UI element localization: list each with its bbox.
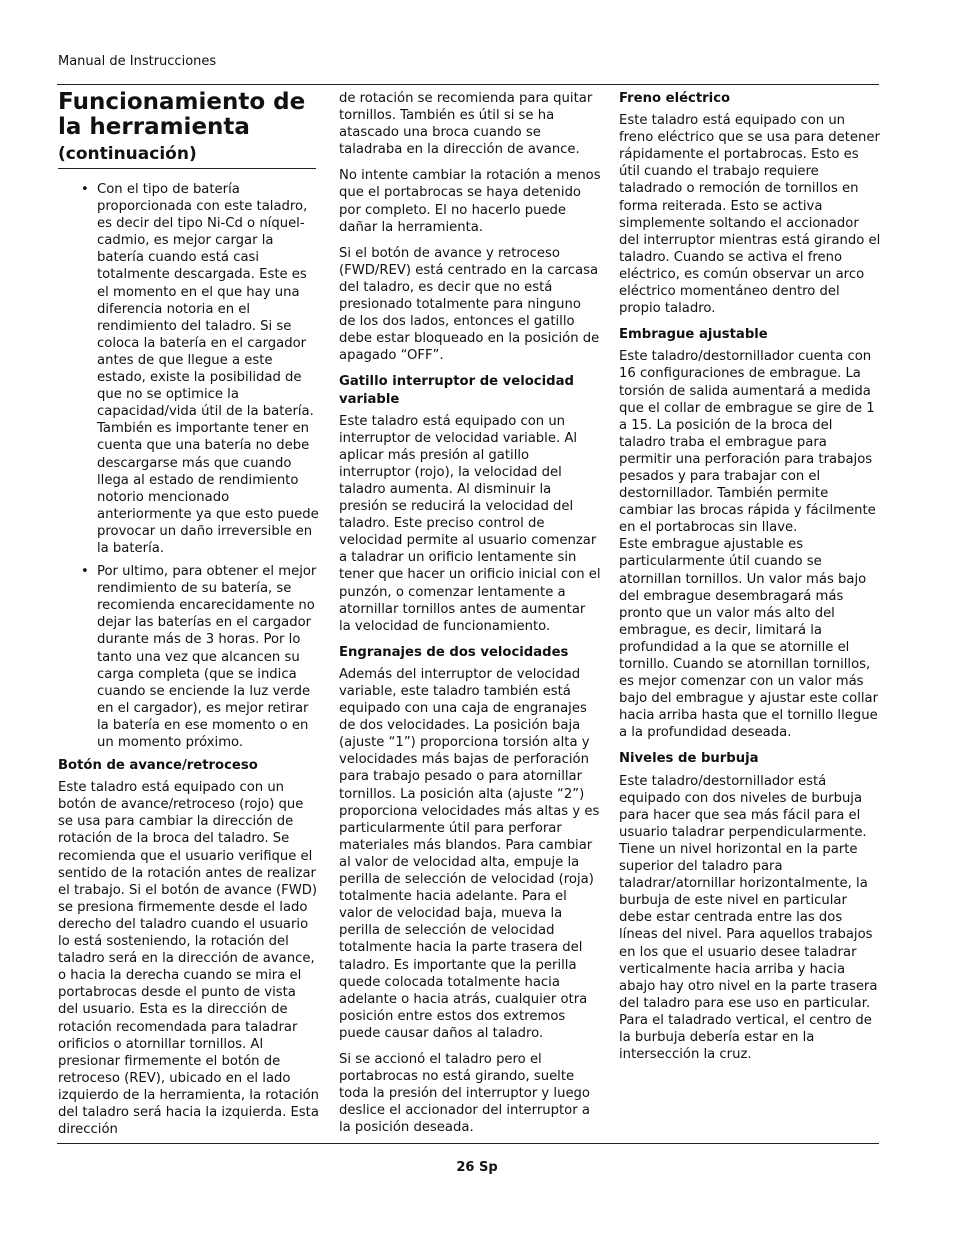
column-left xyxy=(58,90,320,1147)
adjustable-clutch-text: Este taladro/destornillador cuenta con 16 configuraciones de embrague. La torsión de salida aumentará a medida que el collar de embrague se gire de 1 a 15. La posición de la broca del taladro traba el embrague para permitir una perforación para trabajos pesados y para trabajar con el destornillador. También permite cambiar las brocas rápida y fácilmente en el portabrocas sin llave. xyxy=(619,349,876,536)
two-speed-heading: Engranajes de dos velocidades xyxy=(339,644,569,660)
section-title: Funcionamiento de la herramienta xyxy=(58,89,306,140)
running-header: Manual de Instrucciones xyxy=(58,54,217,69)
footer-divider xyxy=(57,1143,879,1144)
trigger-lock-text: Si el botón de avance y retroceso (FWD/REV) está centrado en la carcasa del taladro, es decir que no está presionado totalmente para ninguno de los dos lados, entonces el gatillo debe estar bloqueado en la posición de apagado “OFF”. xyxy=(339,245,600,364)
electric-brake-heading: Freno eléctrico xyxy=(619,91,731,106)
bubble-levels-text: Este taladro/destornillador está equipado con dos niveles de burbuja para hacer que sea más fácil para el usuario taladrar perpendicularmente. Tiene un nivel horizontal en la parte superior del taladro para taladrar/atornillar horizontalmente, la burbuja de este nivel en particular debe estar centrada entre las dos líneas del nivel. Para aquellos trabajos en los que el usuario desee taladrar verticalmente hacia arriba y hacia abajo hay otro nivel en la parte trasera del taladro para ese uso en particular. Para el taladrado vertical, el centro de la burbuja debería estar en la intersección la cruz. xyxy=(619,773,878,1063)
title-divider xyxy=(58,168,316,169)
adjustable-clutch-heading: Embrague ajustable xyxy=(619,327,768,343)
list-item: • Por ultimo, para obtener el mejor rendimiento de su batería, se recomienda encarecidamente no dejar las baterías en el cargador durante más de 3 horas. Por lo tanto una vez que alcancen su carga completa (que se indica cuando se enciende la luz verde en el cargador), es mejor retirar la batería en ese momento o en un momento próximo. xyxy=(58,563,320,751)
fwd-rev-continued-text: de rotación se recomienda para quitar tornillos. También es útil si se ha atascado una broca cuando se taladraba en la dirección de avance. xyxy=(339,91,593,158)
adjustable-clutch-text-2: Este embrague ajustable es particularmente útil cuando se atornillan tornillos. Un valor más bajo del embrague desembragará más pronto que un valor más alto del embrague, es decir, limitará la profundidad a la que se atornille el tornillo. Cuando se atornillan tornillos, es mejor comenzar con un valor más bajo del embrague y ajustar este collar hacia arriba hasta que el tornillo llegue a la profundidad deseada. xyxy=(619,537,879,741)
two-speed-note: Si se accionó el taladro pero el portabrocas no está girando, suelte toda la presión del interruptor y luego deslice el accionador del interruptor a la posición deseada. xyxy=(339,1051,590,1136)
rotation-warning-text: No intente cambiar la rotación a menos que el portabrocas se haya detenido por completo. El no hacerlo puede dañar la herramienta. xyxy=(339,168,601,235)
two-speed-text: Además del interruptor de velocidad variable, este taladro también está equipado con una caja de engranajes de dos velocidades. La posición baja (ajuste “1”) proporciona torsión alta y velocidades más bajas de perforación para trabajo pesado o para atornillar tornillos. La posición alta (ajuste “2”) proporciona velocidades más altas y es particularmente útil para perforar materiales más blandos. Para cambiar al valor de velocidad alta, empuje la perilla de selección de velocidad (roja) totalmente hacia adelante. Para el valor de velocidad baja, mueva la perilla de selección de velocidad totalmente hacia la parte trasera del taladro. Es importante que la perilla quede colocada totalmente hacia adelante o hacia atrás, cualquier otra posición entre estos dos extremos puede causar daños al taladro. xyxy=(339,666,600,1041)
header-divider xyxy=(57,84,879,85)
electric-brake-text: Este taladro está equipado con un freno eléctrico que se usa para detener rápidamente el portabrocas. Esto es útil cuando el trabajo requiere taladrado o remoción de tornillos en forma reiterada. Esto se activa simplemente soltando el accionador del interruptor mientras está girando el taladro. Cuando se activa el freno eléctrico, es común observar un arco eléctrico momentáneo dentro del propio taladro. xyxy=(619,113,881,317)
page-number: 26 Sp xyxy=(456,1160,498,1175)
variable-speed-heading: Gatillo interruptor de velocidad variable xyxy=(339,374,574,407)
fwd-rev-heading: Botón de avance/retroceso xyxy=(58,758,258,774)
column-middle xyxy=(339,90,601,1145)
list-item: • Con el tipo de batería proporcionada con este taladro, es decir del tipo Ni-Cd o níquel-cadmio, es mejor cargar la batería cuando está casi totalmente descargada. Este es el momento en el que hay una diferencia notoria en el rendimiento del taladro. Si se coloca la batería en el cargador antes de que llegue a este estado, existe la posibilidad de que no se optimice la capacidad/vida útil de la batería. También es importante tener en cuenta que una batería no debe descargarse más que cuando llega al estado de rendimiento notorio mencionado anteriormente ya que esto puede provocar un daño irreversible en la batería. xyxy=(58,181,320,557)
battery-tips-list xyxy=(58,181,320,751)
section-subtitle: (continuación) xyxy=(58,144,197,164)
bubble-levels-heading: Niveles de burbuja xyxy=(619,751,759,767)
fwd-rev-text: Este taladro está equipado con un botón de avance/retroceso (rojo) que se usa para cambiar la dirección de rotación de la broca del taladro. Se recomienda que el usuario verifique el sentido de la rotación antes de realizar el trabajo. Si el botón de avance (FWD) se presiona firmemente desde el lado derecho del taladro cuando el usuario lo está sosteniendo, la rotación del taladro será en la dirección de avance, o hacia la derecha cuando se mira el portabrocas desde el punto de vista del usuario. Esta es la dirección de rotación recomendada para taladrar orificios o atornillar tornillos. Al presionar firmemente el botón de retroceso (REV), ubicado en el lado izquierdo de la herramienta, la rotación del taladro será hacia la izquierda. Esta dirección xyxy=(58,780,320,1138)
variable-speed-text: Este taladro está equipado con un interruptor de velocidad variable. Al aplicar más presión al gatillo interruptor (rojo), la velocidad del taladro aumenta. Al disminuir la presión se reducirá la velocidad del taladro. Este preciso control de velocidad permite al usuario comenzar a taladrar un orificio lentamente sin tener que hacer un orificio inicial con el punzón, o comenzar lentamente a atornillar tornillos antes de aumentar la velocidad de funcionamiento. xyxy=(339,413,601,634)
column-right xyxy=(619,90,881,1072)
